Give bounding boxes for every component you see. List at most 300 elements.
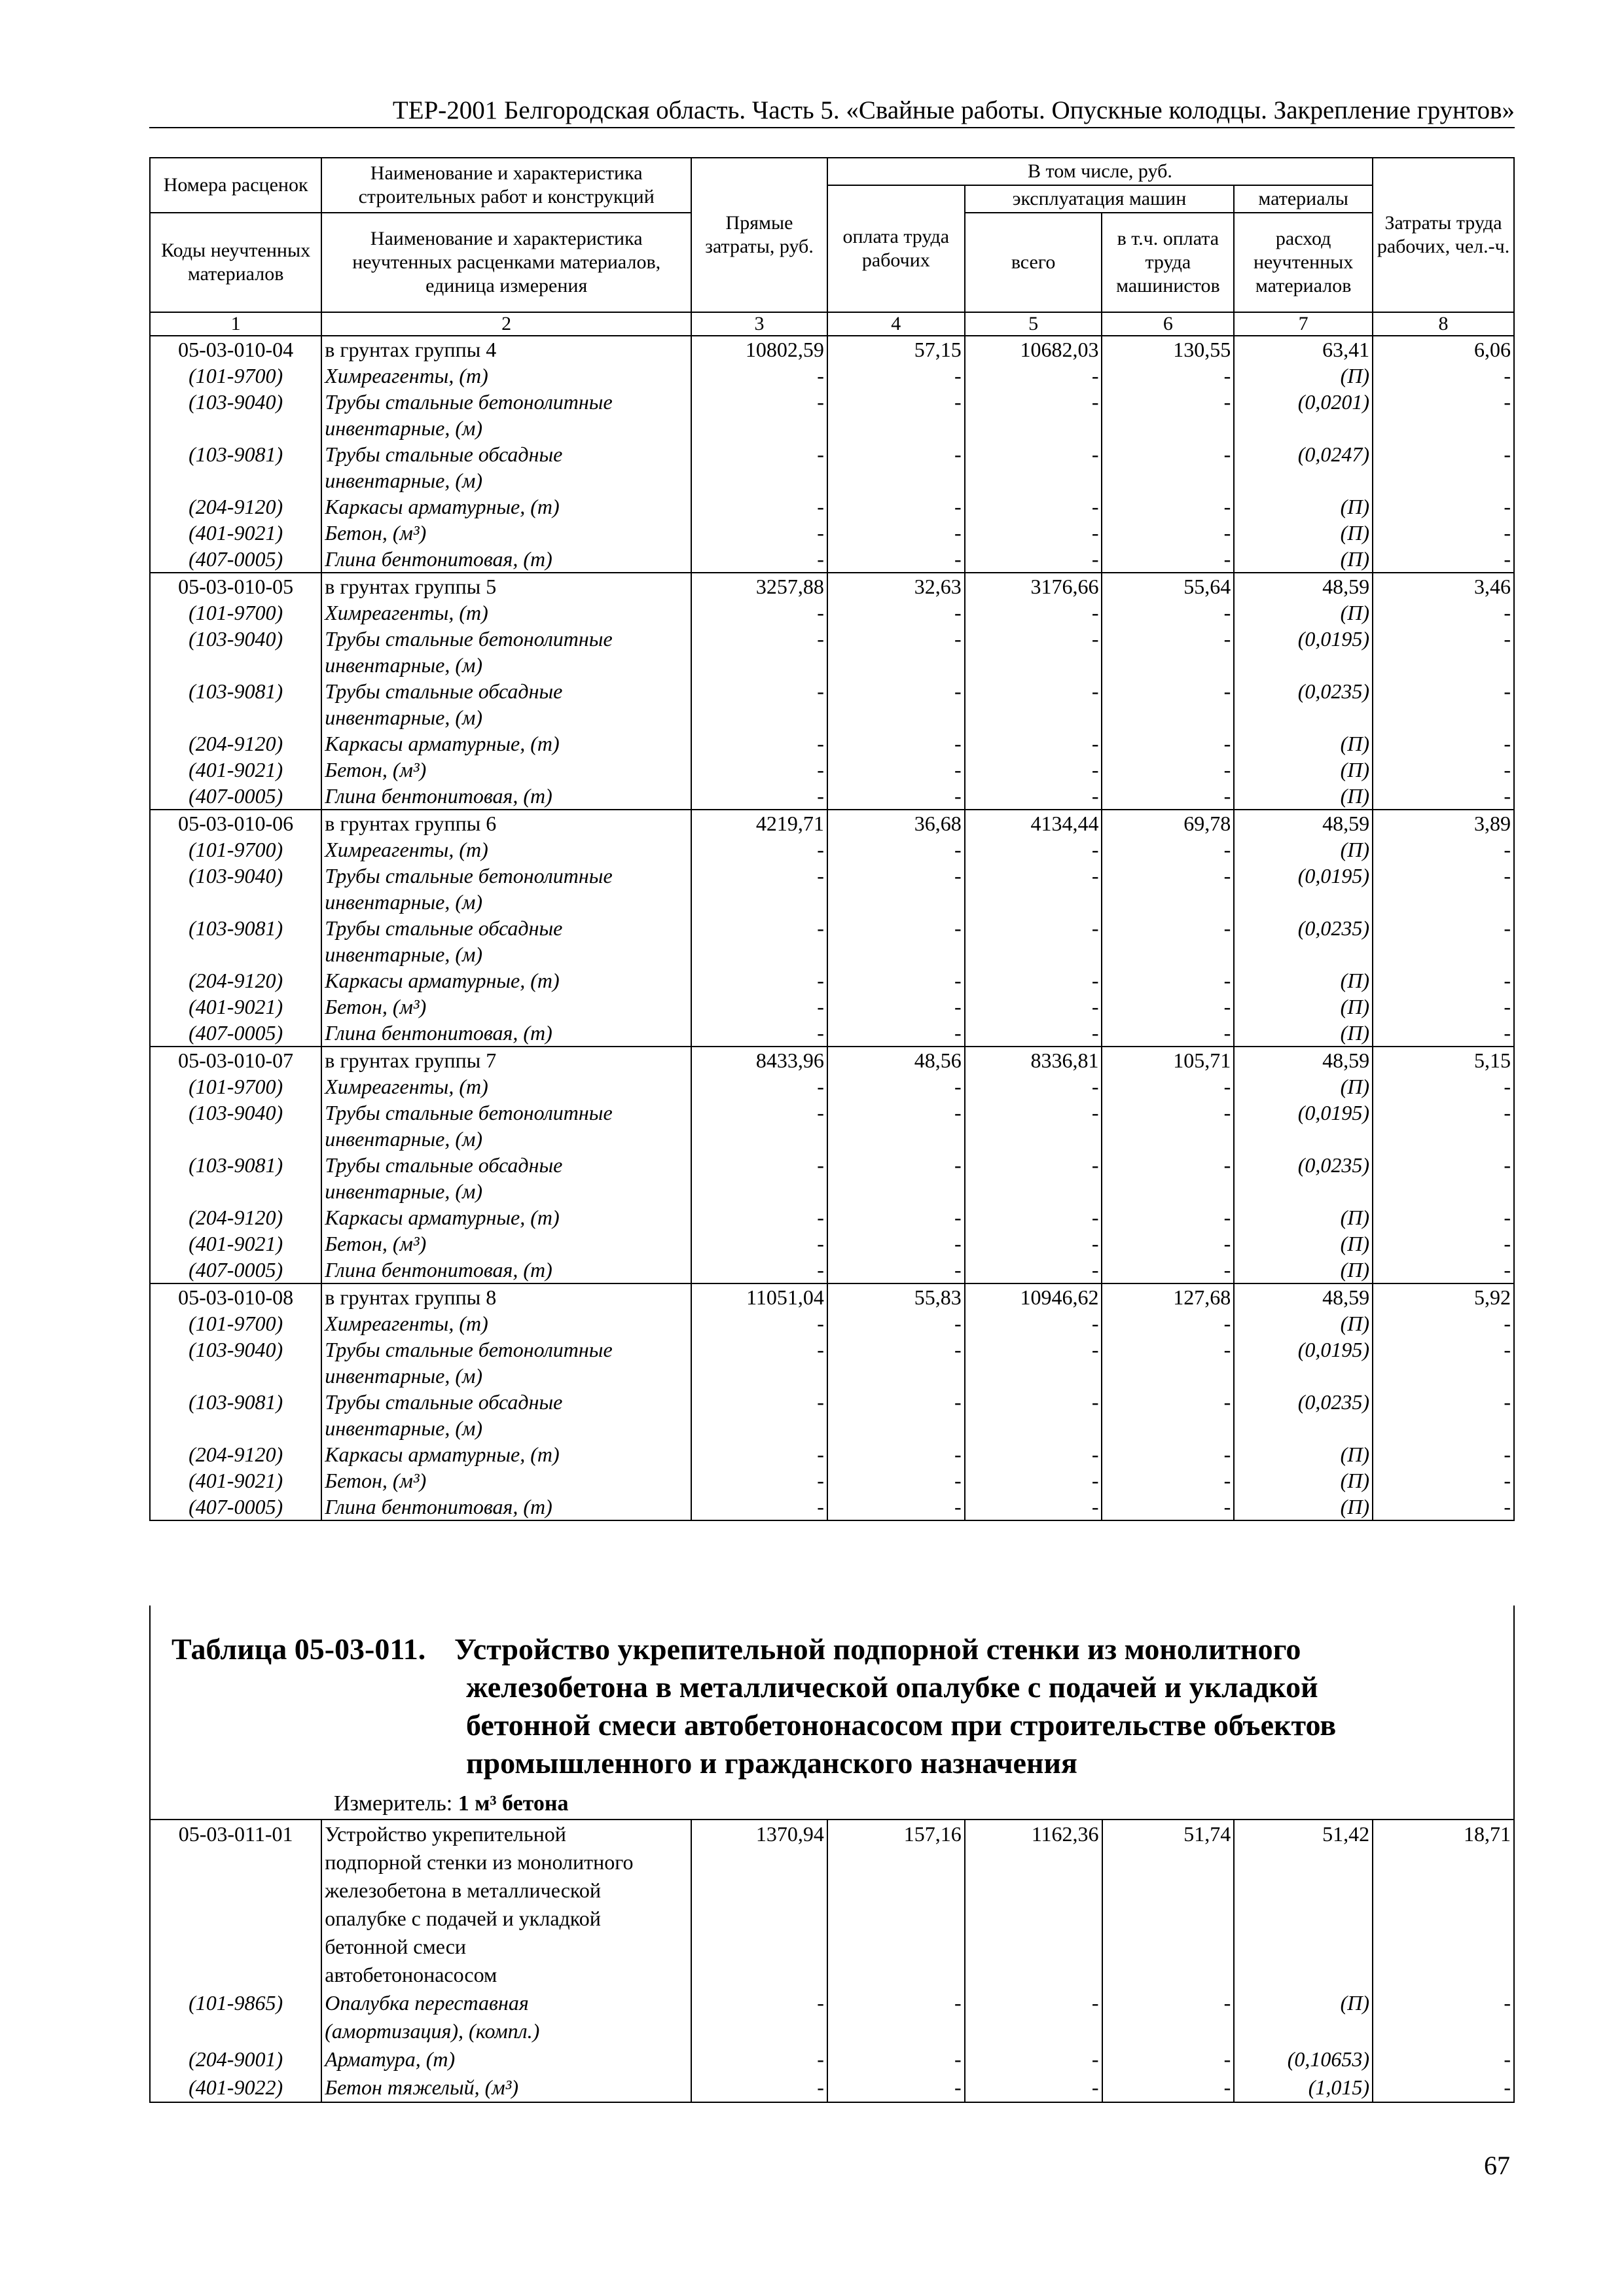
rate-value: 105,71	[1102, 1047, 1234, 1073]
material-name: Бетон, (м³)	[321, 1230, 691, 1257]
empty-value-dash: -	[827, 363, 965, 389]
empty-cell	[1373, 1126, 1514, 1152]
empty-cell	[965, 1178, 1102, 1204]
rate-name: в грунтах группы 6	[321, 810, 691, 836]
empty-value-dash: -	[827, 1467, 965, 1494]
empty-cell	[1234, 1876, 1373, 1905]
material-consumption: (0,0235)	[1234, 915, 1373, 941]
material-code: (204-9120)	[150, 967, 321, 994]
material-name: Каркасы арматурные, (т)	[321, 730, 691, 757]
empty-value-dash: -	[1102, 994, 1234, 1020]
material-name: Трубы стальные бетонолитные	[321, 389, 691, 415]
empty-value-dash: -	[1373, 1336, 1514, 1363]
empty-value-dash: -	[1102, 546, 1234, 573]
empty-cell	[691, 889, 827, 915]
rate-value: 55,83	[827, 1283, 965, 1310]
empty-cell	[827, 1126, 965, 1152]
rate-code: 05-03-010-04	[150, 336, 321, 363]
material-row	[150, 678, 1514, 704]
empty-cell	[965, 2017, 1102, 2045]
rate-value: 48,56	[827, 1047, 965, 1073]
empty-value-dash: -	[1102, 626, 1234, 652]
material-code: (101-9700)	[150, 600, 321, 626]
material-name: Опалубка переставная	[321, 1989, 691, 2017]
empty-value-dash: -	[827, 2073, 965, 2102]
empty-cell	[1234, 1848, 1373, 1876]
empty-value-dash: -	[965, 678, 1102, 704]
material-name: Химреагенты, (т)	[321, 1073, 691, 1100]
empty-value-dash: -	[1102, 1020, 1234, 1047]
empty-value-dash: -	[691, 1152, 827, 1178]
material-code: (103-9040)	[150, 1100, 321, 1126]
empty-cell	[691, 1415, 827, 1441]
empty-cell	[1234, 1178, 1373, 1204]
empty-value-dash: -	[1102, 1152, 1234, 1178]
empty-cell	[691, 1363, 827, 1389]
material-name-continuation: инвентарные, (м)	[321, 1363, 691, 1389]
empty-cell	[1234, 1415, 1373, 1441]
rate-value: 51,74	[1102, 1820, 1235, 1848]
rate-value: 4219,71	[691, 810, 827, 836]
empty-value-dash: -	[965, 730, 1102, 757]
rate-value: 6,06	[1373, 336, 1514, 363]
empty-cell	[1102, 889, 1234, 915]
empty-cell	[691, 415, 827, 441]
empty-cell	[965, 1961, 1102, 1989]
empty-value-dash: -	[965, 600, 1102, 626]
material-consumption: (П)	[1234, 967, 1373, 994]
material-row	[150, 994, 1514, 1020]
empty-value-dash: -	[1373, 863, 1514, 889]
empty-value-dash: -	[1102, 1494, 1234, 1520]
material-name: Трубы стальные обсадные	[321, 1389, 691, 1415]
section-title	[171, 1630, 1500, 1782]
empty-cell	[1373, 1961, 1514, 1989]
material-code: (103-9081)	[150, 441, 321, 467]
material-consumption: (П)	[1234, 1467, 1373, 1494]
empty-cell	[1102, 1905, 1235, 1933]
material-code: (407-0005)	[150, 1257, 321, 1283]
empty-cell	[965, 1848, 1102, 1876]
head-labor-costs: Затраты труда рабочих, чел.-ч.	[1373, 158, 1514, 312]
empty-value-dash: -	[965, 1073, 1102, 1100]
empty-value-dash: -	[1102, 363, 1234, 389]
empty-cell	[1373, 889, 1514, 915]
empty-value-dash: -	[827, 1494, 965, 1520]
empty-cell	[150, 1178, 321, 1204]
material-consumption: (П)	[1234, 1257, 1373, 1283]
empty-cell	[1373, 1848, 1514, 1876]
empty-value-dash: -	[827, 836, 965, 863]
empty-cell	[965, 1876, 1102, 1905]
empty-cell	[1373, 1178, 1514, 1204]
material-consumption: (П)	[1234, 730, 1373, 757]
material-code: (103-9081)	[150, 1152, 321, 1178]
empty-cell	[1102, 1933, 1235, 1961]
empty-value-dash: -	[965, 441, 1102, 467]
material-name: Бетон, (м³)	[321, 520, 691, 546]
empty-value-dash: -	[691, 626, 827, 652]
empty-cell	[150, 1961, 321, 1989]
empty-value-dash: -	[1102, 600, 1234, 626]
empty-value-dash: -	[827, 546, 965, 573]
rate-value: 69,78	[1102, 810, 1234, 836]
material-name: Химреагенты, (т)	[321, 836, 691, 863]
material-consumption: (0,0235)	[1234, 1152, 1373, 1178]
material-row	[150, 1989, 1514, 2017]
material-name: Глина бентонитовая, (т)	[321, 783, 691, 810]
empty-value-dash: -	[827, 1336, 965, 1363]
rate-code: 05-03-010-07	[150, 1047, 321, 1073]
empty-cell	[1373, 2017, 1514, 2045]
empty-value-dash: -	[691, 1204, 827, 1230]
material-consumption: (0,0195)	[1234, 1100, 1373, 1126]
rate-value: 1162,36	[965, 1820, 1102, 1848]
material-row-continuation	[150, 1415, 1514, 1441]
empty-value-dash: -	[1102, 1257, 1234, 1283]
rate-row	[150, 810, 1514, 836]
empty-value-dash: -	[965, 836, 1102, 863]
material-consumption: (П)	[1234, 783, 1373, 810]
empty-value-dash: -	[1373, 1257, 1514, 1283]
empty-value-dash: -	[1102, 863, 1234, 889]
empty-value-dash: -	[1373, 626, 1514, 652]
material-row	[150, 1336, 1514, 1363]
material-row-continuation	[150, 941, 1514, 967]
empty-value-dash: -	[965, 967, 1102, 994]
rate-value: 3176,66	[965, 573, 1102, 600]
material-code: (407-0005)	[150, 1020, 321, 1047]
empty-value-dash: -	[965, 757, 1102, 783]
material-row	[150, 915, 1514, 941]
material-name: Каркасы арматурные, (т)	[321, 967, 691, 994]
material-consumption: (П)	[1234, 546, 1373, 573]
rate-value: 130,55	[1102, 336, 1234, 363]
empty-cell	[1102, 1178, 1234, 1204]
material-name-continuation: инвентарные, (м)	[321, 889, 691, 915]
empty-value-dash: -	[827, 1310, 965, 1336]
material-code: (103-9040)	[150, 863, 321, 889]
measure-unit-value: 1 м³ бетона	[458, 1791, 569, 1816]
rate-value: 3,89	[1373, 810, 1514, 836]
empty-value-dash: -	[1373, 389, 1514, 415]
empty-value-dash: -	[691, 1020, 827, 1047]
empty-value-dash: -	[691, 2045, 827, 2073]
empty-cell	[1373, 652, 1514, 678]
material-consumption: (П)	[1234, 520, 1373, 546]
empty-cell	[1102, 1415, 1234, 1441]
material-code: (401-9021)	[150, 520, 321, 546]
head-machines-total: всего	[965, 213, 1102, 312]
empty-cell	[965, 1363, 1102, 1389]
empty-cell	[1234, 415, 1373, 441]
material-row	[150, 2045, 1514, 2073]
empty-value-dash: -	[1373, 1100, 1514, 1126]
rate-value: 10682,03	[965, 336, 1102, 363]
material-consumption: (П)	[1234, 1494, 1373, 1520]
material-name: Трубы стальные бетонолитные	[321, 1100, 691, 1126]
column-number: 3	[691, 312, 827, 336]
empty-value-dash: -	[827, 1389, 965, 1415]
column-number: 2	[321, 312, 691, 336]
empty-cell	[1234, 1933, 1373, 1961]
empty-cell	[150, 652, 321, 678]
rate-row-continuation	[150, 1933, 1514, 1961]
material-row	[150, 1257, 1514, 1283]
empty-value-dash: -	[965, 1020, 1102, 1047]
material-name-continuation: инвентарные, (м)	[321, 415, 691, 441]
empty-value-dash: -	[965, 1989, 1102, 2017]
empty-value-dash: -	[1102, 520, 1234, 546]
empty-value-dash: -	[1373, 836, 1514, 863]
empty-value-dash: -	[1373, 1152, 1514, 1178]
rate-value: 63,41	[1234, 336, 1373, 363]
rate-value: 55,64	[1102, 573, 1234, 600]
empty-value-dash: -	[691, 1494, 827, 1520]
empty-cell	[150, 889, 321, 915]
material-name: Химреагенты, (т)	[321, 1310, 691, 1336]
material-row-continuation	[150, 1126, 1514, 1152]
rate-row	[150, 573, 1514, 600]
empty-value-dash: -	[1373, 2045, 1514, 2073]
head-including: В том числе, руб.	[827, 158, 1373, 185]
material-consumption: (П)	[1234, 1073, 1373, 1100]
empty-value-dash: -	[1373, 967, 1514, 994]
empty-cell	[691, 1178, 827, 1204]
empty-value-dash: -	[965, 1389, 1102, 1415]
empty-value-dash: -	[965, 1152, 1102, 1178]
material-name: Трубы стальные обсадные	[321, 678, 691, 704]
empty-value-dash: -	[827, 1204, 965, 1230]
empty-cell	[1234, 704, 1373, 730]
rate-value: 10802,59	[691, 336, 827, 363]
rate-value: 3,46	[1373, 573, 1514, 600]
material-row	[150, 1389, 1514, 1415]
material-consumption: (0,0195)	[1234, 626, 1373, 652]
empty-value-dash: -	[691, 1336, 827, 1363]
empty-value-dash: -	[1102, 2073, 1235, 2102]
empty-cell	[827, 1876, 965, 1905]
material-row-continuation	[150, 2017, 1514, 2045]
material-row	[150, 626, 1514, 652]
empty-cell	[691, 1876, 827, 1905]
material-code: (407-0005)	[150, 1494, 321, 1520]
empty-value-dash: -	[691, 783, 827, 810]
material-code: (101-9700)	[150, 1073, 321, 1100]
empty-value-dash: -	[1102, 1336, 1234, 1363]
empty-value-dash: -	[1373, 678, 1514, 704]
material-row	[150, 1230, 1514, 1257]
empty-value-dash: -	[691, 836, 827, 863]
material-name: Арматура, (т)	[321, 2045, 691, 2073]
empty-value-dash: -	[1373, 1230, 1514, 1257]
material-name-continuation: инвентарные, (м)	[321, 652, 691, 678]
material-consumption: (0,0235)	[1234, 678, 1373, 704]
material-row	[150, 783, 1514, 810]
rate-value: 48,59	[1234, 810, 1373, 836]
empty-value-dash: -	[1102, 389, 1234, 415]
rate-value: 10946,62	[965, 1283, 1102, 1310]
rate-value: 8336,81	[965, 1047, 1102, 1073]
empty-value-dash: -	[691, 441, 827, 467]
rate-row-continuation	[150, 1848, 1514, 1876]
empty-value-dash: -	[1102, 1310, 1234, 1336]
material-row-continuation	[150, 467, 1514, 493]
material-row-continuation	[150, 652, 1514, 678]
rate-value: 5,92	[1373, 1283, 1514, 1310]
column-number: 8	[1373, 312, 1514, 336]
material-consumption: (П)	[1234, 1310, 1373, 1336]
empty-value-dash: -	[965, 363, 1102, 389]
material-code: (103-9040)	[150, 626, 321, 652]
empty-cell	[150, 1415, 321, 1441]
empty-cell	[965, 467, 1102, 493]
head-labor-pay: оплата труда рабочих	[827, 185, 965, 312]
material-code: (407-0005)	[150, 546, 321, 573]
material-consumption: (1,015)	[1234, 2073, 1373, 2102]
head-material-names: Наименование и характеристика неучтенных расценками материалов, единица измерения	[321, 213, 691, 312]
empty-value-dash: -	[1373, 363, 1514, 389]
empty-cell	[827, 1961, 965, 1989]
material-name: Бетон тяжелый, (м³)	[321, 2073, 691, 2102]
empty-value-dash: -	[965, 915, 1102, 941]
empty-cell	[965, 704, 1102, 730]
empty-value-dash: -	[1373, 546, 1514, 573]
material-consumption: (П)	[1234, 493, 1373, 520]
material-row	[150, 441, 1514, 467]
empty-cell	[827, 889, 965, 915]
empty-cell	[1102, 467, 1234, 493]
empty-value-dash: -	[691, 520, 827, 546]
empty-cell	[150, 941, 321, 967]
empty-cell	[827, 1905, 965, 1933]
empty-value-dash: -	[965, 2073, 1102, 2102]
rate-value: 1370,94	[691, 1820, 827, 1848]
empty-value-dash: -	[1373, 757, 1514, 783]
rate-value: 48,59	[1234, 573, 1373, 600]
empty-cell	[1102, 1876, 1235, 1905]
empty-value-dash: -	[691, 1389, 827, 1415]
rate-name: в грунтах группы 4	[321, 336, 691, 363]
empty-cell	[691, 1126, 827, 1152]
rate-row	[150, 1283, 1514, 1310]
material-consumption: (П)	[1234, 836, 1373, 863]
empty-cell	[150, 1876, 321, 1905]
empty-value-dash: -	[691, 730, 827, 757]
empty-cell	[827, 1178, 965, 1204]
material-row	[150, 967, 1514, 994]
empty-value-dash: -	[1102, 1389, 1234, 1415]
empty-value-dash: -	[1373, 783, 1514, 810]
empty-cell	[150, 415, 321, 441]
empty-value-dash: -	[827, 678, 965, 704]
material-name-continuation: инвентарные, (м)	[321, 1126, 691, 1152]
material-row	[150, 1204, 1514, 1230]
empty-cell	[965, 652, 1102, 678]
material-row	[150, 363, 1514, 389]
material-row-continuation	[150, 889, 1514, 915]
rate-value: 48,59	[1234, 1047, 1373, 1073]
empty-cell	[691, 941, 827, 967]
empty-cell	[1373, 1363, 1514, 1389]
empty-value-dash: -	[691, 389, 827, 415]
material-consumption: (П)	[1234, 757, 1373, 783]
empty-value-dash: -	[691, 1100, 827, 1126]
empty-value-dash: -	[965, 994, 1102, 1020]
empty-value-dash: -	[1102, 441, 1234, 467]
empty-cell	[1102, 704, 1234, 730]
rate-row	[150, 1047, 1514, 1073]
empty-value-dash: -	[965, 1441, 1102, 1467]
material-code: (101-9865)	[150, 1989, 321, 2017]
rate-code: 05-03-010-05	[150, 573, 321, 600]
empty-value-dash: -	[827, 967, 965, 994]
material-row	[150, 1441, 1514, 1467]
measure-unit	[334, 1791, 569, 1816]
empty-value-dash: -	[1373, 1204, 1514, 1230]
material-consumption: (П)	[1234, 1020, 1373, 1047]
empty-cell	[1234, 1905, 1373, 1933]
material-row-continuation	[150, 1363, 1514, 1389]
material-name: Трубы стальные обсадные	[321, 915, 691, 941]
empty-value-dash: -	[691, 546, 827, 573]
empty-cell	[1234, 889, 1373, 915]
empty-value-dash: -	[827, 730, 965, 757]
rate-value: 157,16	[827, 1820, 965, 1848]
material-code: (101-9700)	[150, 1310, 321, 1336]
empty-value-dash: -	[691, 1310, 827, 1336]
material-row	[150, 730, 1514, 757]
empty-cell	[1234, 652, 1373, 678]
empty-value-dash: -	[827, 520, 965, 546]
material-code: (401-9022)	[150, 2073, 321, 2102]
empty-cell	[691, 704, 827, 730]
empty-value-dash: -	[965, 1467, 1102, 1494]
empty-value-dash: -	[827, 2045, 965, 2073]
empty-cell	[965, 889, 1102, 915]
empty-value-dash: -	[827, 1020, 965, 1047]
empty-value-dash: -	[827, 994, 965, 1020]
empty-value-dash: -	[965, 863, 1102, 889]
empty-value-dash: -	[691, 863, 827, 889]
empty-value-dash: -	[691, 757, 827, 783]
empty-value-dash: -	[1102, 2045, 1235, 2073]
material-code: (103-9081)	[150, 915, 321, 941]
material-name: Трубы стальные обсадные	[321, 1152, 691, 1178]
empty-cell	[1373, 1415, 1514, 1441]
material-code: (401-9021)	[150, 1467, 321, 1494]
empty-cell	[827, 415, 965, 441]
empty-value-dash: -	[1373, 493, 1514, 520]
empty-cell	[1373, 1876, 1514, 1905]
empty-value-dash: -	[965, 1204, 1102, 1230]
section-title-line: бетонной смеси автобетононасосом при строительстве объектов	[466, 1708, 1337, 1742]
material-row	[150, 1100, 1514, 1126]
material-consumption: (П)	[1234, 994, 1373, 1020]
material-consumption: (0,0235)	[1234, 1389, 1373, 1415]
material-consumption: (0,10653)	[1234, 2045, 1373, 2073]
empty-value-dash: -	[1373, 600, 1514, 626]
material-name-continuation: инвентарные, (м)	[321, 1178, 691, 1204]
empty-cell	[1373, 704, 1514, 730]
empty-cell	[827, 1363, 965, 1389]
empty-value-dash: -	[1102, 1204, 1234, 1230]
column-number: 7	[1234, 312, 1373, 336]
rate-value: 48,59	[1234, 1283, 1373, 1310]
empty-value-dash: -	[965, 546, 1102, 573]
material-name: Трубы стальные бетонолитные	[321, 1336, 691, 1363]
empty-cell	[1102, 1126, 1234, 1152]
